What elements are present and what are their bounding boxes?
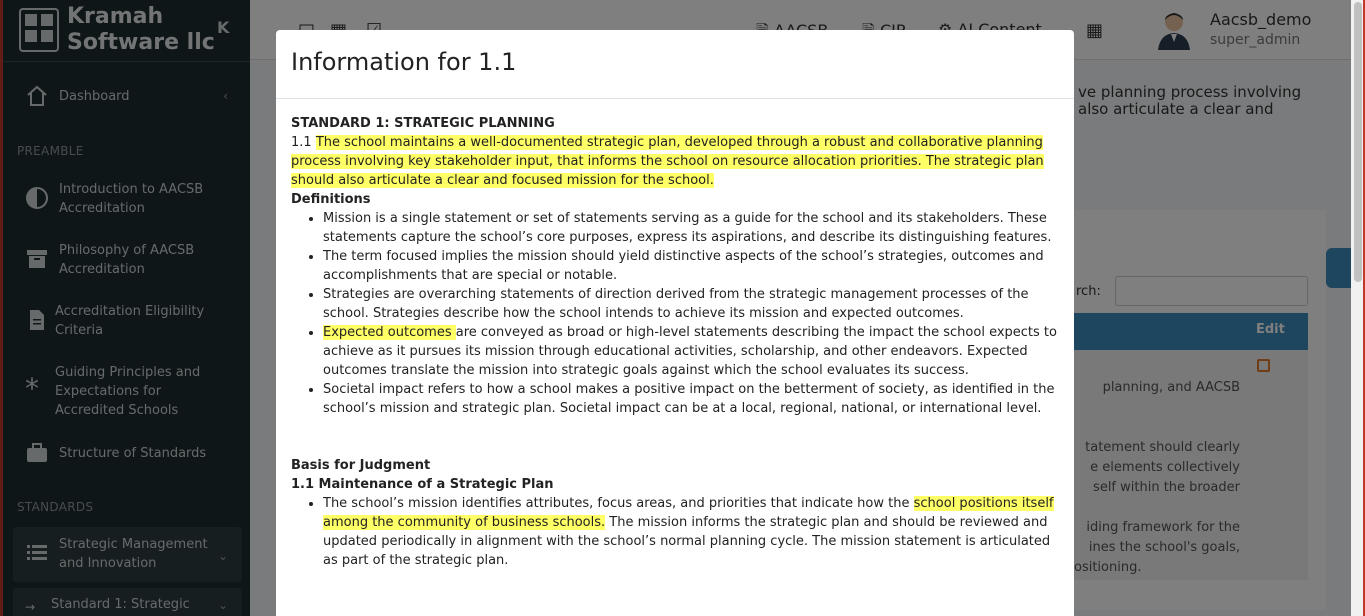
list-item: • Expected outcomes are conveyed as broad or high-level statements describing the impact the school expects to achieve as it pursues its mission through educational activities, scholarship, and other endeavors. Expected outcomes translate the mission into strategic goals against which the school evaluates its success. <box>323 323 1061 380</box>
list-item: • The term focused implies the mission should yield distinctive aspects of the school’s strategies, outcomes and accomplishments that are special or notable. <box>323 247 1061 285</box>
modal-title: Information for 1.1 <box>291 48 517 76</box>
list-item: • Mission is a single statement or set of statements serving as a guide for the school and its stakeholders. These statements capture the school’s core purposes, express its aspirations, and describe its distinguishing features. <box>323 209 1061 247</box>
standard-statement: 1.1 The school maintains a well-documented strategic plan, developed through a robust and collaborative planning process involving key stakeholder input, that informs the school on resource allocation priorities. The strategic plan should also articulate a clear and focused mission for the school. <box>291 135 1044 188</box>
definitions-list <box>291 209 1061 418</box>
list-item: • Strategies are overarching statements of direction derived from the strategic management processes of the school. Strategies describe how the school intends to achieve its mission and expected outcomes. <box>323 285 1061 323</box>
standard-heading: STANDARD 1: STRATEGIC PLANNING <box>291 116 555 131</box>
highlighted-text: school positions itself among the community of business schools. <box>323 496 1054 530</box>
modal-body <box>291 114 1061 570</box>
highlighted-text: Expected outcomes <box>323 325 456 340</box>
basis-heading: Basis for Judgment <box>291 458 431 473</box>
scrollbar-thumb[interactable] <box>1354 2 1362 282</box>
information-modal <box>276 30 1074 616</box>
highlighted-text: The school maintains a well-documented strategic plan, developed through a robust and collaborative planning process involving key stakeholder input, that informs the school on resource allocation priorities. The strategic plan should also articulate a clear and focused mission for the school. <box>291 135 1044 188</box>
definitions-heading: Definitions <box>291 192 371 207</box>
maintenance-heading: 1.1 Maintenance of a Strategic Plan <box>291 477 554 492</box>
list-item: • Societal impact refers to how a school makes a positive impact on the betterment of society, as identified in the school’s mission and strategic plan. Societal impact can be at a local, regional, national, or international level. <box>323 380 1061 418</box>
list-item: • The school’s mission identifies attributes, focus areas, and priorities that indicate how the school positions itself among the community of business schools. The mission informs the strategic plan and should be reviewed and updated periodically in alignment with the school’s normal planning cycle. The mission statement is articulated as part of the strategic plan. <box>323 494 1061 570</box>
basis-list <box>291 494 1061 570</box>
modal-header <box>276 30 1074 99</box>
